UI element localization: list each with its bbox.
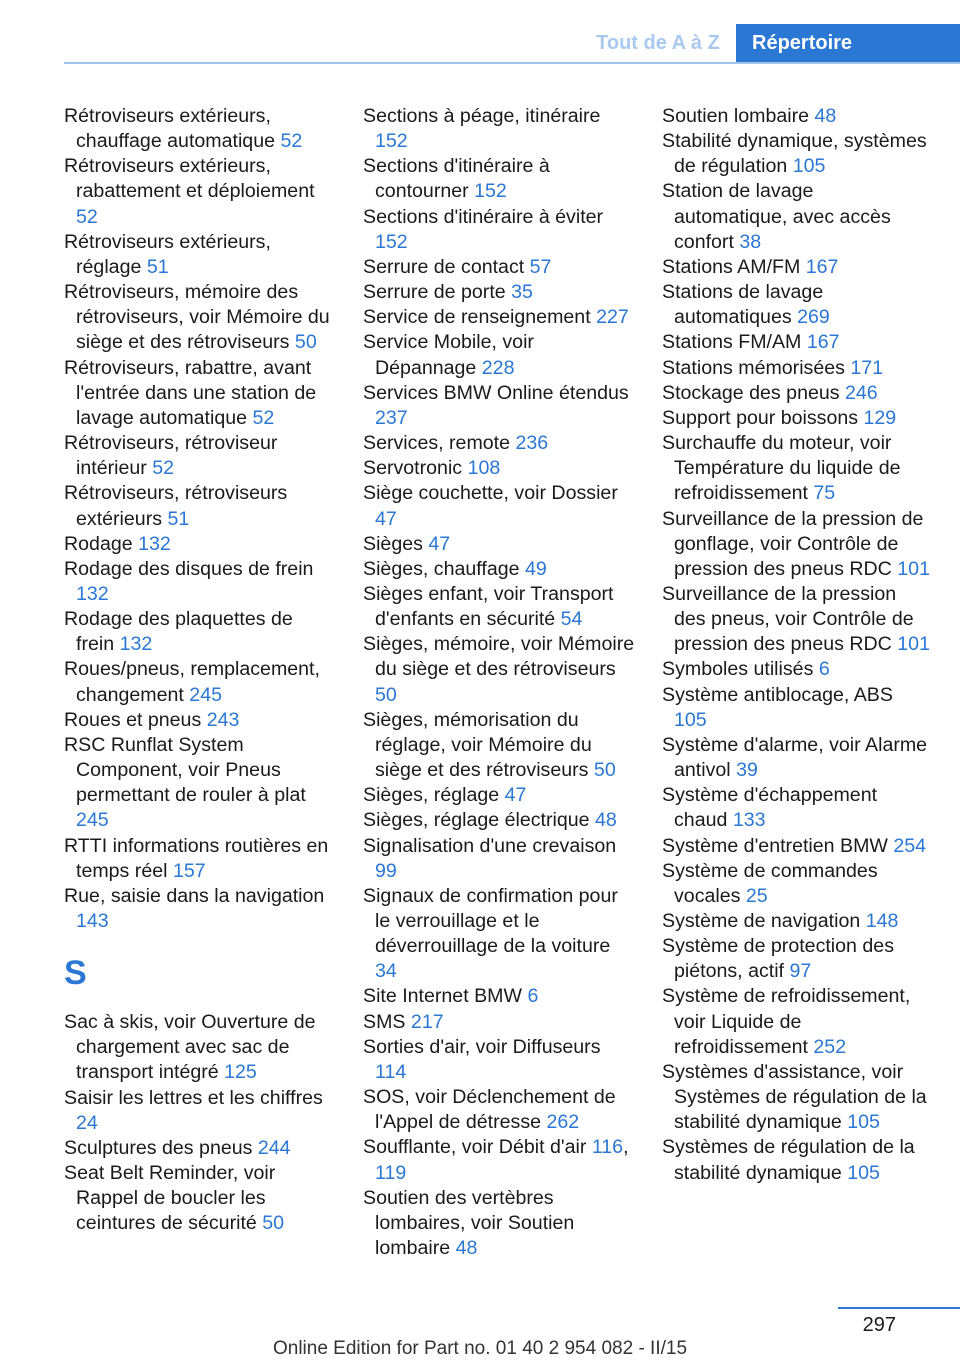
page-reference-link[interactable]: 50 <box>375 683 397 706</box>
index-term: Sculptures des pneus <box>64 1136 253 1159</box>
index-term: Système de commandes vocales <box>662 859 878 907</box>
page-reference-link[interactable]: 105 <box>847 1161 880 1184</box>
page-reference-link[interactable]: 119 <box>375 1161 407 1184</box>
index-term: Soutien lombaire <box>662 105 810 127</box>
page-reference-link[interactable]: 34 <box>375 960 397 983</box>
page-reference-link[interactable]: 152 <box>474 180 507 203</box>
index-entry <box>64 1010 336 1085</box>
page-reference-link[interactable]: 167 <box>805 255 839 278</box>
index-term: Sièges, mémorisation du réglage, voir Mémoire du siège et des rétroviseurs <box>363 708 592 782</box>
tab-repertoire[interactable]: Répertoire <box>736 24 960 62</box>
index-term: Roues/pneus, remplacement, changement <box>64 658 320 706</box>
page-reference-link[interactable]: 244 <box>257 1136 291 1159</box>
index-term: SMS <box>363 1010 406 1033</box>
index-term: Support pour boissons <box>662 406 859 429</box>
index-entry <box>64 733 336 834</box>
page-reference-link[interactable]: 48 <box>595 809 617 832</box>
index-term: Rétroviseurs extérieurs, réglage <box>64 230 271 278</box>
page-reference-link[interactable]: 116 <box>591 1136 624 1159</box>
page-reference-link[interactable]: 101 <box>897 557 930 580</box>
page-reference-link[interactable]: 152 <box>375 230 408 253</box>
index-entry <box>662 406 930 431</box>
page-reference-link[interactable]: 114 <box>375 1060 407 1083</box>
index-entry <box>363 834 635 884</box>
index-term: Sections à péage, itinéraire <box>363 105 601 127</box>
index-entry <box>64 431 336 481</box>
index-entry <box>363 456 635 481</box>
index-entry <box>363 808 635 833</box>
index-entry <box>363 104 635 154</box>
index-entry <box>662 129 930 179</box>
index-entry <box>363 154 635 204</box>
index-entry <box>64 356 336 431</box>
index-term: Servotronic <box>363 457 463 480</box>
index-entry <box>662 859 930 909</box>
page-reference-link[interactable]: 51 <box>167 507 190 530</box>
index-entry <box>363 1035 635 1085</box>
index-term: Sièges <box>363 532 423 555</box>
index-term: RTTI informations routières en temps réel <box>64 834 329 882</box>
page-reference-link[interactable]: 52 <box>76 205 98 228</box>
index-entry <box>363 280 635 305</box>
index-entry <box>64 834 336 884</box>
page-reference-link[interactable]: 246 <box>845 381 878 404</box>
index-entry <box>662 1135 930 1185</box>
index-entry <box>64 557 336 607</box>
page-reference-link[interactable]: 35 <box>511 281 533 304</box>
page-reference-link[interactable]: 245 <box>189 683 222 706</box>
index-term: Systèmes de régulation de la stabilité dynamique <box>662 1136 915 1184</box>
index-term: Systèmes d'assistance, voir Systèmes de régulation de la stabilité dynamique <box>662 1060 927 1134</box>
page-reference-link[interactable]: 129 <box>863 406 897 429</box>
page-reference-link[interactable]: 262 <box>546 1111 580 1134</box>
page-reference-link[interactable]: 105 <box>792 155 826 178</box>
index-term: Station de lavage automatique, avec accès confort <box>662 180 891 253</box>
page-reference-link[interactable]: 105 <box>674 708 707 731</box>
page-reference-link[interactable]: 75 <box>813 482 836 505</box>
index-term: Seat Belt Reminder, voir Rappel de boucler les ceintures de sécurité <box>64 1162 276 1235</box>
section-letter: S <box>64 954 87 993</box>
index-term: Saisir les lettres et les chiffres <box>64 1086 323 1109</box>
index-entry <box>64 657 336 707</box>
footer-rule <box>838 1307 960 1309</box>
index-entry <box>662 179 930 254</box>
index-entry <box>662 834 930 859</box>
index-term: Stabilité dynamique, systèmes de régulation <box>662 130 927 178</box>
index-entry <box>363 481 635 531</box>
index-term: Système de protection des piétons, actif <box>662 935 894 983</box>
index-term: Soutien des vertèbres lombaires, voir Soutien lombaire <box>363 1186 575 1260</box>
index-entry <box>363 557 635 582</box>
page-reference-link[interactable]: 97 <box>789 960 812 983</box>
index-column-2 <box>363 104 635 1261</box>
page-reference-link[interactable]: 6 <box>818 658 830 681</box>
index-entry <box>363 431 635 456</box>
page-reference-link[interactable]: 25 <box>745 884 768 907</box>
index-entry <box>363 783 635 808</box>
index-term: Site Internet BMW <box>363 985 522 1008</box>
page-reference-link[interactable]: 48 <box>455 1237 478 1260</box>
page-reference-link[interactable]: 167 <box>806 331 840 354</box>
page-reference-link[interactable]: 57 <box>529 255 552 278</box>
page-reference-link[interactable]: 52 <box>280 130 303 153</box>
page-reference-link[interactable]: 132 <box>119 633 153 656</box>
index-term: Stations AM/FM <box>662 255 801 278</box>
index-term: Sections d'itinéraire à éviter <box>363 205 604 228</box>
index-term: Services, remote <box>363 432 511 455</box>
index-term: Système de refroidissement, voir Liquide de refroidissement <box>662 985 911 1058</box>
index-entry <box>662 783 930 833</box>
index-term: Stations mémorisées <box>662 356 845 379</box>
index-entry <box>64 154 336 229</box>
page-reference-link[interactable]: 132 <box>138 532 171 555</box>
index-term: Stations de lavage automatiques <box>662 281 824 329</box>
page-reference-link[interactable]: 133 <box>732 809 766 832</box>
tab-tout-de-a-a-z[interactable]: Tout de A à Z <box>596 31 720 54</box>
index-entry <box>363 205 635 255</box>
index-term: Service Mobile, voir Dépannage <box>363 331 534 379</box>
index-entry <box>64 884 336 934</box>
index-entry <box>64 230 336 280</box>
page-reference-link[interactable]: 227 <box>596 306 629 329</box>
index-term: SOS, voir Déclenchement de l'Appel de détresse <box>363 1086 616 1134</box>
index-term: Système d'entretien BMW <box>662 834 888 857</box>
index-term: Sièges enfant, voir Transport d'enfants en sécurité <box>363 582 614 631</box>
index-term: Rodage <box>64 532 133 555</box>
page-reference-link[interactable]: 148 <box>865 910 899 932</box>
index-column-3 <box>662 104 930 1186</box>
header-rule <box>64 62 960 64</box>
index-entry <box>64 481 336 531</box>
page-reference-link[interactable]: 24 <box>76 1111 98 1134</box>
page-reference-link[interactable]: 252 <box>813 1035 847 1058</box>
index-term: Siège couchette, voir Dossier <box>363 482 618 505</box>
index-entry <box>662 255 930 280</box>
index-entry <box>363 381 635 431</box>
page-reference-link[interactable]: 132 <box>76 582 109 605</box>
page-reference-link[interactable]: 152 <box>375 130 408 153</box>
index-entry <box>662 1060 930 1135</box>
page-reference-link[interactable]: 52 <box>252 406 275 429</box>
page-reference-link[interactable]: 101 <box>897 633 930 656</box>
page-number: 297 <box>862 1314 896 1336</box>
page-reference-link[interactable]: 51 <box>146 255 169 278</box>
index-term: Rétroviseurs, rétroviseurs extérieurs <box>64 482 288 530</box>
index-entry <box>662 733 930 783</box>
page-reference-link[interactable]: 48 <box>814 105 837 127</box>
index-term: Signaux de confirmation pour le verrouillage et le déverrouillage de la voiture <box>363 884 618 958</box>
index-entry <box>662 330 930 355</box>
index-term: RSC Runflat System Component, voir Pneus permettant de rouler à plat <box>64 733 306 807</box>
index-entry <box>363 330 635 380</box>
page-reference-link[interactable]: 254 <box>893 834 927 857</box>
page-reference-link[interactable]: 143 <box>76 910 109 932</box>
page-reference-link[interactable]: 236 <box>515 432 549 455</box>
index-entry <box>662 356 930 381</box>
index-term: Système d'alarme, voir Alarme antivol <box>662 733 928 782</box>
page-reference-link[interactable]: 125 <box>224 1061 257 1084</box>
index-term: Système d'échappement chaud <box>662 784 878 832</box>
index-term: Services BMW Online étendus <box>363 381 629 404</box>
page-reference-link[interactable]: 54 <box>560 608 583 631</box>
index-entry <box>662 984 930 1059</box>
index-entry <box>662 104 930 129</box>
index-entry: Soufflante, voir Débit d'air 116, 119 <box>363 1136 629 1184</box>
page-reference-link[interactable]: 49 <box>524 557 547 580</box>
index-term: Rétroviseurs, rétroviseur intérieur <box>64 432 278 480</box>
index-entry <box>363 984 635 1009</box>
index-entry <box>64 104 336 154</box>
page-reference-link[interactable]: 269 <box>797 306 830 329</box>
index-term: Surveillance de la pression des pneus, voir Contrôle de pression des pneus RDC <box>662 582 914 656</box>
index-term: Rétroviseurs extérieurs, chauffage automatique <box>64 105 275 153</box>
index-entry <box>64 607 336 657</box>
index-entry <box>363 532 635 557</box>
page-reference-link[interactable]: 52 <box>152 457 175 480</box>
index-term: Rétroviseurs extérieurs, rabattement et déploiement <box>64 155 315 203</box>
index-term: Rodage des plaquettes de frein <box>64 608 293 656</box>
index-term: Surveillance de la pression de gonflage, voir Contrôle de pression des pneus RDC <box>662 507 924 580</box>
index-term: Service de renseignement <box>363 306 591 329</box>
index-term: Sorties d'air, voir Diffuseurs <box>363 1035 601 1058</box>
page-reference-link[interactable]: 47 <box>375 507 397 530</box>
page-reference-link[interactable]: 39 <box>736 759 758 782</box>
index-term: Rétroviseurs, mémoire des rétroviseurs, voir Mémoire du siège et des rétroviseurs <box>64 281 330 354</box>
index-entry <box>363 884 635 985</box>
page-reference-link[interactable]: 38 <box>739 230 762 253</box>
index-term: Signalisation d'une crevaison <box>363 834 617 857</box>
index-term: Sections d'itinéraire à contourner <box>363 155 550 203</box>
index-entry <box>363 632 635 707</box>
index-entry <box>363 255 635 280</box>
index-term: Rodage des disques de frein <box>64 557 314 580</box>
index-term: Rue, saisie dans la navigation <box>64 884 325 907</box>
index-term: Sièges, mémoire, voir Mémoire du siège et des rétroviseurs <box>363 633 635 681</box>
page-reference-link[interactable]: 105 <box>847 1111 880 1134</box>
index-entry <box>363 708 635 783</box>
index-column-1 <box>64 104 336 1237</box>
page-reference-link[interactable]: 50 <box>294 331 317 354</box>
index-entry <box>363 1085 635 1135</box>
index-term: Surchauffe du moteur, voir Température du liquide de refroidissement <box>662 432 901 505</box>
index-term: Système de navigation <box>662 910 861 932</box>
page-reference-link[interactable]: 217 <box>410 1010 444 1033</box>
page-reference-link[interactable]: 99 <box>375 859 397 882</box>
index-term: Système antiblocage, ABS <box>662 683 893 706</box>
index-entry <box>662 431 930 506</box>
index-term: Rétroviseurs, rabattre, avant l'entrée dans une station de lavage automatique <box>64 356 317 429</box>
index-term: Roues et pneus <box>64 708 202 731</box>
index-entry <box>363 305 635 330</box>
page-reference-link[interactable]: 228 <box>481 356 515 379</box>
page-reference-link[interactable]: 50 <box>262 1212 285 1235</box>
edition-footer: Online Edition for Part no. 01 40 2 954 082 - II/15 <box>272 1338 688 1359</box>
index-term: Serrure de porte <box>363 281 506 304</box>
index-entry <box>363 1186 635 1261</box>
page-reference-link[interactable]: 157 <box>172 859 206 882</box>
index-entry <box>363 1010 635 1035</box>
index-entry <box>64 1161 336 1236</box>
index-entry <box>64 1136 336 1161</box>
page-reference-link[interactable]: 171 <box>850 356 884 379</box>
index-term: Soufflante, voir Débit d'air <box>363 1136 587 1159</box>
index-entry <box>662 934 930 984</box>
page-reference-link[interactable]: 50 <box>593 759 616 782</box>
page-reference-link[interactable]: 245 <box>76 809 109 832</box>
index-term: Stockage des pneus <box>662 381 840 404</box>
page-reference-link[interactable]: 237 <box>375 406 408 429</box>
index-entry <box>662 657 930 682</box>
index-term: Stations FM/AM <box>662 331 802 354</box>
index-term: Symboles utilisés <box>662 658 814 681</box>
index-entry <box>662 381 930 406</box>
index-entry <box>64 532 336 557</box>
index-entry <box>662 280 930 330</box>
index-entry <box>662 683 930 733</box>
index-entry <box>363 582 635 632</box>
page-reference-link[interactable]: 108 <box>467 457 501 480</box>
index-term: Serrure de contact <box>363 255 525 278</box>
page-reference-link[interactable]: 243 <box>206 708 240 731</box>
page-reference-link[interactable]: 6 <box>527 985 539 1008</box>
index-term: Sièges, réglage électrique <box>363 809 590 832</box>
index-entry <box>64 708 336 733</box>
index-entry <box>662 507 930 582</box>
index-entry <box>64 280 336 355</box>
index-term: Sac à skis, voir Ouverture de chargement avec sac de transport intégré <box>64 1011 316 1084</box>
index-term: Sièges, chauffage <box>363 557 520 580</box>
index-entry <box>64 1086 336 1136</box>
index-entry <box>662 582 930 657</box>
page-reference-link[interactable]: 47 <box>504 784 527 807</box>
index-term: Sièges, réglage <box>363 784 500 807</box>
page-reference-link[interactable]: 47 <box>428 532 451 555</box>
index-entry <box>662 909 930 934</box>
